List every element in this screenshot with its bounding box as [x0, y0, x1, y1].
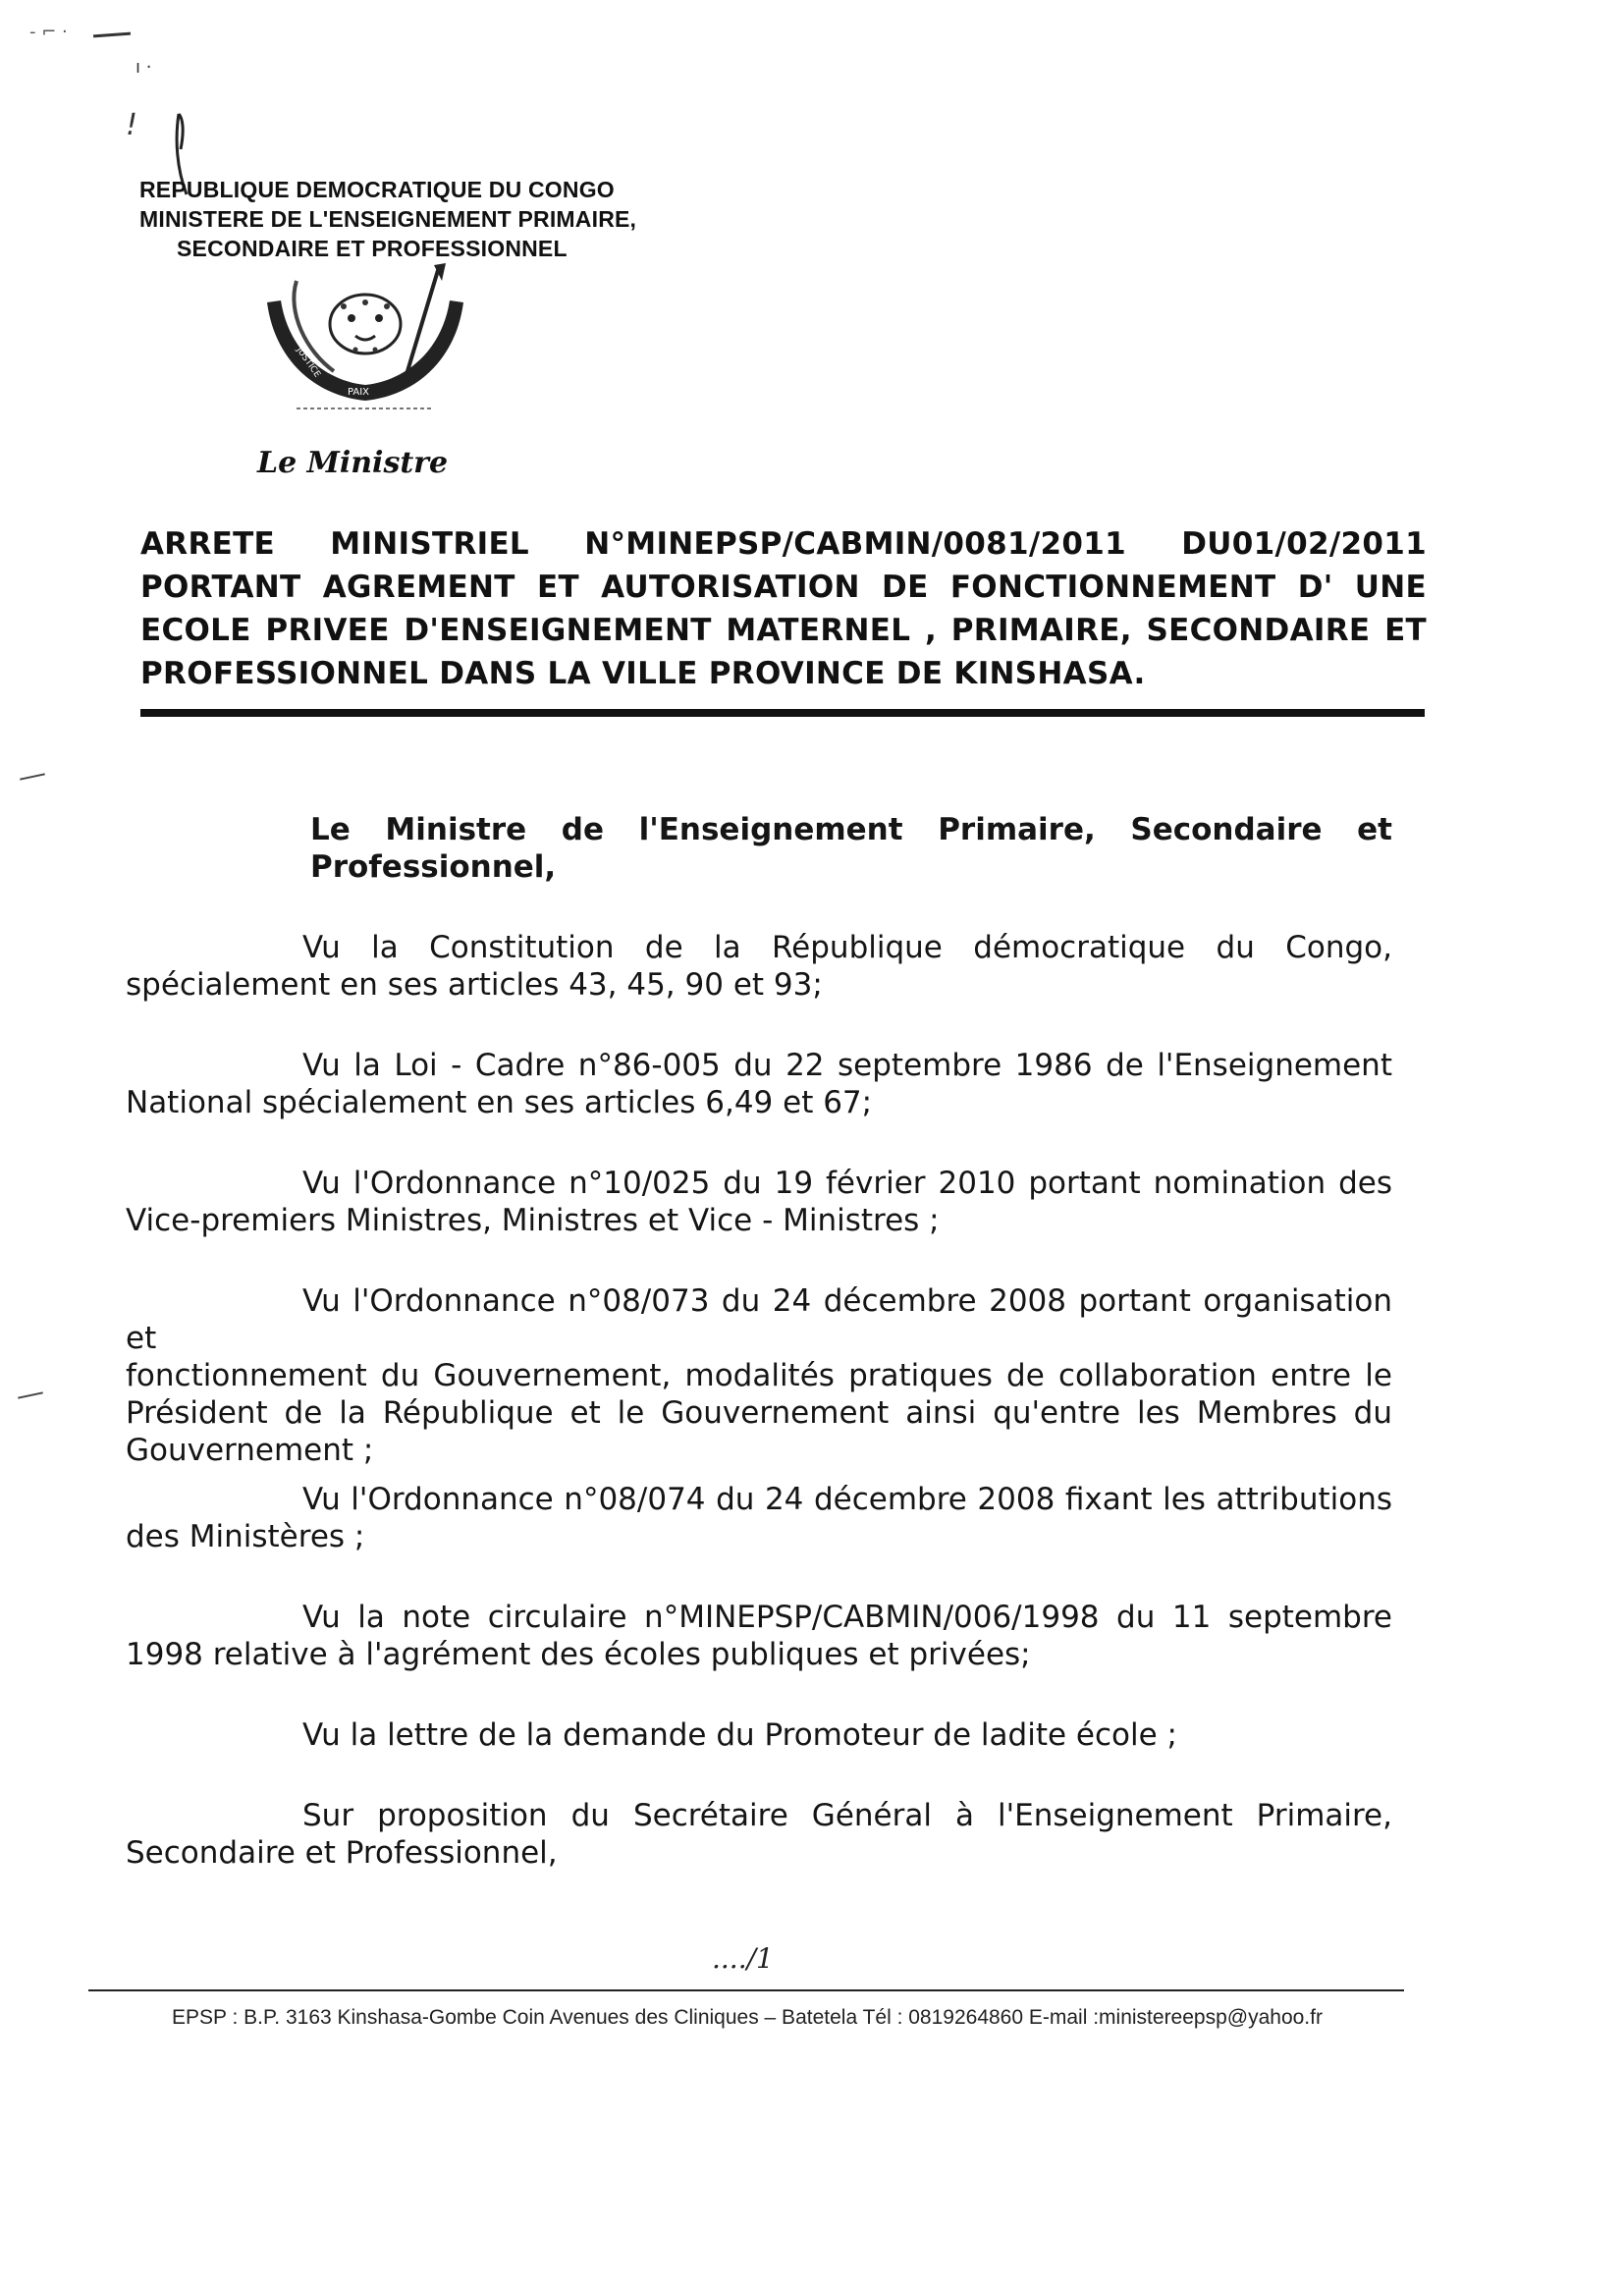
margin-mark-2 [18, 1391, 43, 1398]
footer-rule [88, 1989, 1404, 1991]
minister-intro [310, 811, 1392, 886]
consideration-ordonnance-10-025: Vu l'Ordonnance n°10/025 du 19 février 2010 portant nomination des Vice-premiers Ministres, Ministres et Vice - Ministres ; [126, 1166, 1392, 1238]
decree-subject-line-3: PROFESSIONNEL DANS LA VILLE PROVINCE DE KINSHASA. [140, 656, 1146, 691]
intro-line-2: Professionnel, [310, 849, 557, 885]
consideration-constitution: Vu la Constitution de la République démocratique du Congo, spécialement en ses articles 43, 45, 90 et 93; [126, 930, 1392, 1003]
scan-mark-tick: ı · [135, 57, 152, 78]
consideration-note-circulaire: Vu la note circulaire n°MINEPSP/CABMIN/006/1998 du 11 septembre 1998 relative à l'agrément des écoles publiques et privées; [126, 1600, 1392, 1672]
decree-title [140, 522, 1427, 695]
consideration-ordonnance-08-073: Vu l'Ordonnance n°08/073 du 24 décembre 2008 portant organisation et fonctionnement du Gouvernement, modalités pratiques de collaboration entre le Président de la République et le Gouvernement ainsi qu'entre les Membres du Gouvernement ; [126, 1283, 1392, 1468]
coat-of-arms-emblem [257, 263, 473, 420]
scan-mark-slash: ! [126, 108, 138, 142]
decree-number-line: ARRETE MINISTRIEL N°MINEPSP/CABMIN/0081/2011 DU01/02/2011 [140, 526, 1427, 562]
consideration-proposition: Sur proposition du Secrétaire Général à l'Enseignement Primaire, Secondaire et Professionnel, [126, 1798, 1392, 1871]
scan-mark-stroke [93, 32, 131, 38]
consideration-loi-cadre: Vu la Loi - Cadre n°86-005 du 22 septembre 1986 de l'Enseignement National spécialement en ses articles 6,49 et 67; [126, 1048, 1392, 1120]
intro-line-1: Le Ministre de l'Enseignement Primaire, Secondaire et [310, 812, 1392, 847]
page-continuation-marker: ..../1 [712, 1942, 774, 1975]
consideration-ordonnance-08-074: Vu l'Ordonnance n°08/074 du 24 décembre 2008 fixant les attributions des Ministères ; [126, 1482, 1392, 1554]
svg-text:PAIX: PAIX [348, 387, 370, 398]
svg-text:JUSTICE: JUSTICE [294, 345, 322, 380]
consideration-lettre-demande: Vu la lettre de la demande du Promoteur de ladite école ; [302, 1717, 1177, 1753]
footer-contact: EPSP : B.P. 3163 Kinshasa-Gombe Coin Avenues des Cliniques – Batetela Tél : 0819264860 E-mail :ministereepsp@yahoo.fr [172, 2006, 1323, 2029]
header-country: REPUBLIQUE DEMOCRATIQUE DU CONGO [139, 177, 615, 202]
decree-subject-line-2: ECOLE PRIVEE D'ENSEIGNEMENT MATERNEL , PRIMAIRE, SECONDAIRE ET [140, 613, 1427, 648]
scan-mark-top: ‐ ⌐ · [29, 22, 68, 42]
signatory-title: Le Ministre [257, 446, 449, 480]
title-underline [140, 709, 1425, 717]
margin-mark-1 [20, 773, 45, 780]
header-ministry: MINISTERE DE L'ENSEIGNEMENT PRIMAIRE, [139, 206, 637, 232]
header-ministry-cont: SECONDAIRE ET PROFESSIONNEL [177, 236, 568, 261]
decree-subject-line-1: PORTANT AGREMENT ET AUTORISATION DE FONCTIONNEMENT D' UNE [140, 570, 1427, 605]
svg-text:TRAVAIL: TRAVAIL [416, 299, 446, 334]
